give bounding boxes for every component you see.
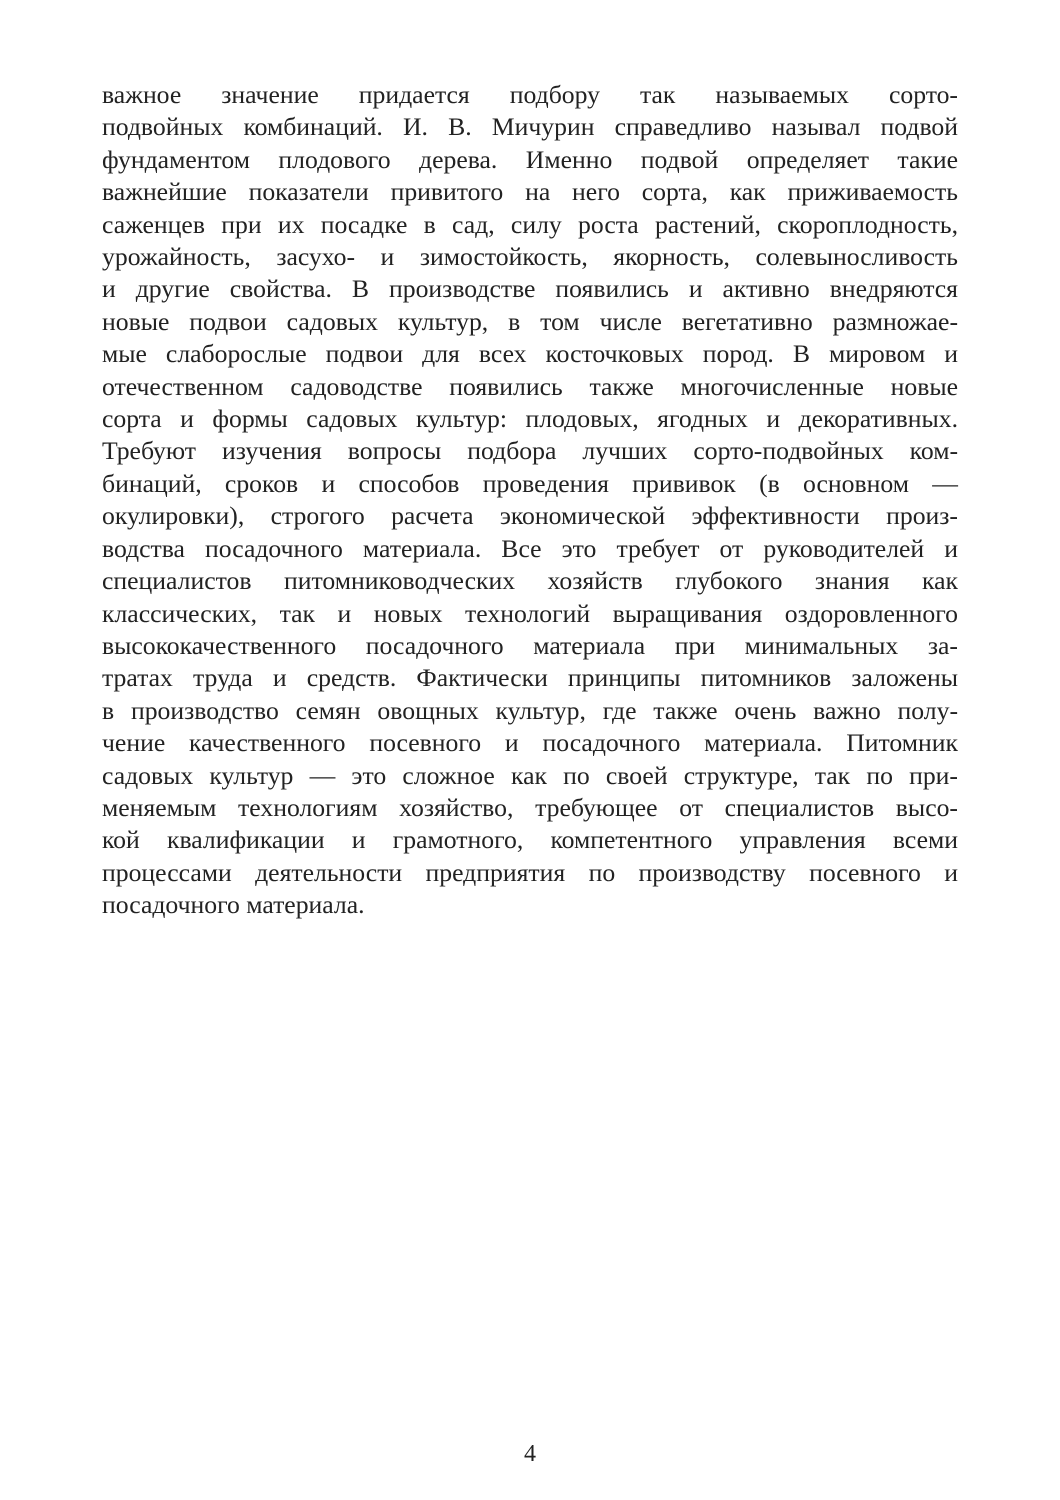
text-line: в производство семян овощных культур, где также очень важно полу-	[102, 695, 958, 725]
text-line: новые подвои садовых культур, в том числе вегетативно размножае-	[102, 306, 958, 336]
text-line: чение качественного посевного и посадочного материала. Питомник	[102, 728, 958, 758]
text-line: меняемым технологиям хозяйство, требующее от специалистов высо-	[102, 792, 958, 822]
body-paragraph	[102, 79, 958, 922]
text-line: бинаций, сроков и способов проведения прививок (в основном —	[102, 468, 958, 498]
text-line: водства посадочного материала. Все это требует от руководителей и	[102, 533, 958, 563]
text-line: отечественном садоводстве появились также многочисленные новые	[102, 371, 958, 401]
text-line: и другие свойства. В производстве появились и активно внедряются	[102, 274, 958, 304]
text-line: кой квалификации и грамотного, компетентного управления всеми	[102, 825, 958, 855]
text-line: сорта и формы садовых культур: плодовых, ягодных и декоративных.	[102, 404, 958, 434]
text-line: окулировки), строгого расчета экономической эффективности произ-	[102, 501, 958, 531]
text-line: важное значение придается подбору так называемых сорто-	[102, 80, 958, 109]
text-line: подвойных комбинаций. И. В. Мичурин справедливо называл подвой	[102, 112, 958, 142]
text-line: посадочного материала.	[102, 890, 365, 920]
text-line: мые слаборослые подвои для всех косточковых пород. В мировом и	[102, 339, 958, 369]
text-line: саженцев при их посадке в сад, силу роста растений, скороплодность,	[102, 209, 958, 239]
text-line: высококачественного посадочного материала при минимальных за-	[102, 630, 958, 660]
text-line: классических, так и новых технологий выращивания оздоровленного	[102, 598, 958, 628]
text-line: урожайность, засухо- и зимостойкость, якорность, солевыносливость	[102, 242, 958, 272]
text-line: Требуют изучения вопросы подбора лучших сорто-подвойных ком-	[102, 436, 958, 466]
text-line: тратах труда и средств. Фактически принципы питомников заложены	[102, 663, 958, 693]
page-number: 4	[524, 1441, 536, 1467]
text-line: процессами деятельности предприятия по производству посевного и	[102, 857, 958, 887]
text-line: важнейшие показатели привитого на него сорта, как приживаемость	[102, 177, 958, 207]
text-line: фундаментом плодового дерева. Именно подвой определяет такие	[102, 144, 958, 174]
text-line: садовых культур — это сложное как по своей структуре, так по при-	[102, 760, 958, 790]
text-line: специалистов питомниководческих хозяйств глубокого знания как	[102, 566, 958, 596]
